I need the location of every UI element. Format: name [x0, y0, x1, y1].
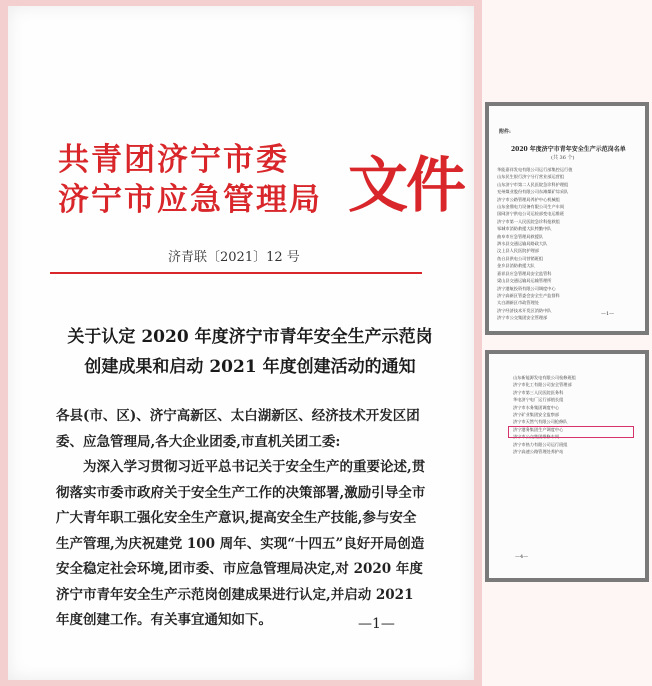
attachment-list-continued — [513, 374, 576, 455]
list-item: 国网济宁供电公司运检部变电运维班 — [497, 211, 565, 217]
document-number: 济青联〔2021〕12 号 — [168, 250, 300, 265]
list-item: 金乡县消防救援大队 — [497, 263, 535, 269]
list-item: 济宁市天然气有限公司抢修队 — [513, 419, 568, 425]
list-item: 泗水县交通运输局路政大队 — [497, 241, 548, 247]
list-item: 山东民生银行济宁分行营业部运营组 — [497, 174, 565, 180]
thumbnail-page — [489, 354, 645, 578]
body-paragraph: 为深入学习贯彻习近平总书记关于安全生产的重要论述,贯彻落实市委市政府关于安全生产工作的决策部署,激励引导全市广大青年职工强化安全生产意识,提高安全生产技能,参与安全生产管理,为庆祝建党 100 周年、实现“十四五”良好开局创造安全稳定社会环境,团市委、市应急管理局决定,对 2020 年度济宁市青年安全生产示范岗创建成果进行认定,并启动 2021 年度创建工作。有关事宜通知如下。 — [56, 459, 426, 628]
attachment-thumbnail-1[interactable] — [485, 102, 649, 335]
body-salutation: 各县(市、区)、济宁高新区、太白湖新区、经济技术开发区团委、应急管理局,各大企业团委,市直机关团工委: — [56, 408, 420, 450]
list-item: 太白湖新区市政管理处 — [497, 300, 539, 306]
list-item: 汶上县人民医院护理部 — [497, 248, 539, 254]
list-item: 鱼台县供电公司营销班组 — [497, 255, 544, 261]
list-item: 嘉祥县应急管理局安全监管科 — [497, 270, 552, 276]
thumbnail-page — [489, 106, 645, 331]
document-body — [56, 404, 426, 634]
list-item: 济宁市水务集团调度中心 — [513, 404, 560, 410]
list-item: 济宁市热力有限公司运行班组 — [513, 441, 568, 447]
document-title-line-2: 创建成果和启动 2021 年度创建活动的通知 — [84, 357, 416, 377]
issuer-line-1: 共青团济宁市委 — [58, 142, 289, 178]
document-title-line-1: 关于认定 2020 年度济宁市青年安全生产示范岗 — [67, 327, 433, 347]
list-item: 济宁市第三人民医院医务科 — [513, 389, 564, 395]
document-stamp-word: 文件 — [348, 151, 464, 221]
list-item: 华能嘉祥发电有限公司运行部集控运行值 — [497, 167, 573, 172]
attachment-list-subtitle: (共 36 个) — [551, 155, 575, 161]
document-page — [8, 6, 474, 680]
attachment-list — [497, 166, 572, 322]
list-item: 华电济宁电厂运行部值长组 — [513, 397, 564, 403]
list-item: 济宁高速公路管理处养护站 — [513, 449, 564, 455]
list-item: 梁山县交通运输局运输管理所 — [497, 278, 552, 284]
thumbnail-page-number: —1— — [601, 311, 615, 317]
list-item: 山东新能源发电有限公司检修班组 — [513, 375, 576, 380]
list-item: 济宁市公交集团安全管理部 — [497, 315, 548, 321]
list-item: 济宁高新区管委会安全生产监督科 — [497, 292, 560, 298]
list-item: 山东济宁市第二人民医院急诊科护理组 — [497, 181, 569, 187]
list-item: 济宁市公路管理局养护中心机械组 — [497, 196, 560, 202]
list-item: 兖州煤业股份有限公司东滩煤矿综采队 — [497, 189, 569, 195]
list-item: 济宁市第一人民医院急诊科抢救组 — [497, 218, 560, 224]
thumbnail-page-number: —4— — [515, 554, 529, 560]
list-item: 济宁市公交集团维修车间 — [513, 434, 560, 440]
list-item: 济宁港务集团生产调度中心 — [513, 426, 564, 432]
highlight-box — [508, 426, 634, 438]
page-number: —1— — [358, 616, 395, 632]
list-item: 山东金鼎电力设备有限公司生产车间 — [497, 204, 565, 210]
list-item: 济宁港航投资有限公司调度中心 — [497, 285, 556, 291]
list-item: 曲阜市应急管理局救援队 — [497, 233, 544, 239]
list-item: 济宁矿业集团安全监察部 — [513, 412, 560, 418]
issuer-line-2: 济宁市应急管理局 — [58, 182, 322, 218]
list-item: 济宁经济技术开发区消防中队 — [497, 307, 552, 313]
attachment-list-title: 2020 年度济宁市青年安全生产示范岗名单 — [511, 146, 626, 153]
attachment-label: 附件: — [499, 129, 511, 135]
red-divider — [50, 272, 422, 274]
list-item: 邹城市消防救援大队特勤中队 — [497, 226, 552, 232]
attachment-thumbnail-2[interactable] — [485, 350, 649, 582]
list-item: 济宁市化工有限公司安全管理部 — [513, 382, 572, 388]
